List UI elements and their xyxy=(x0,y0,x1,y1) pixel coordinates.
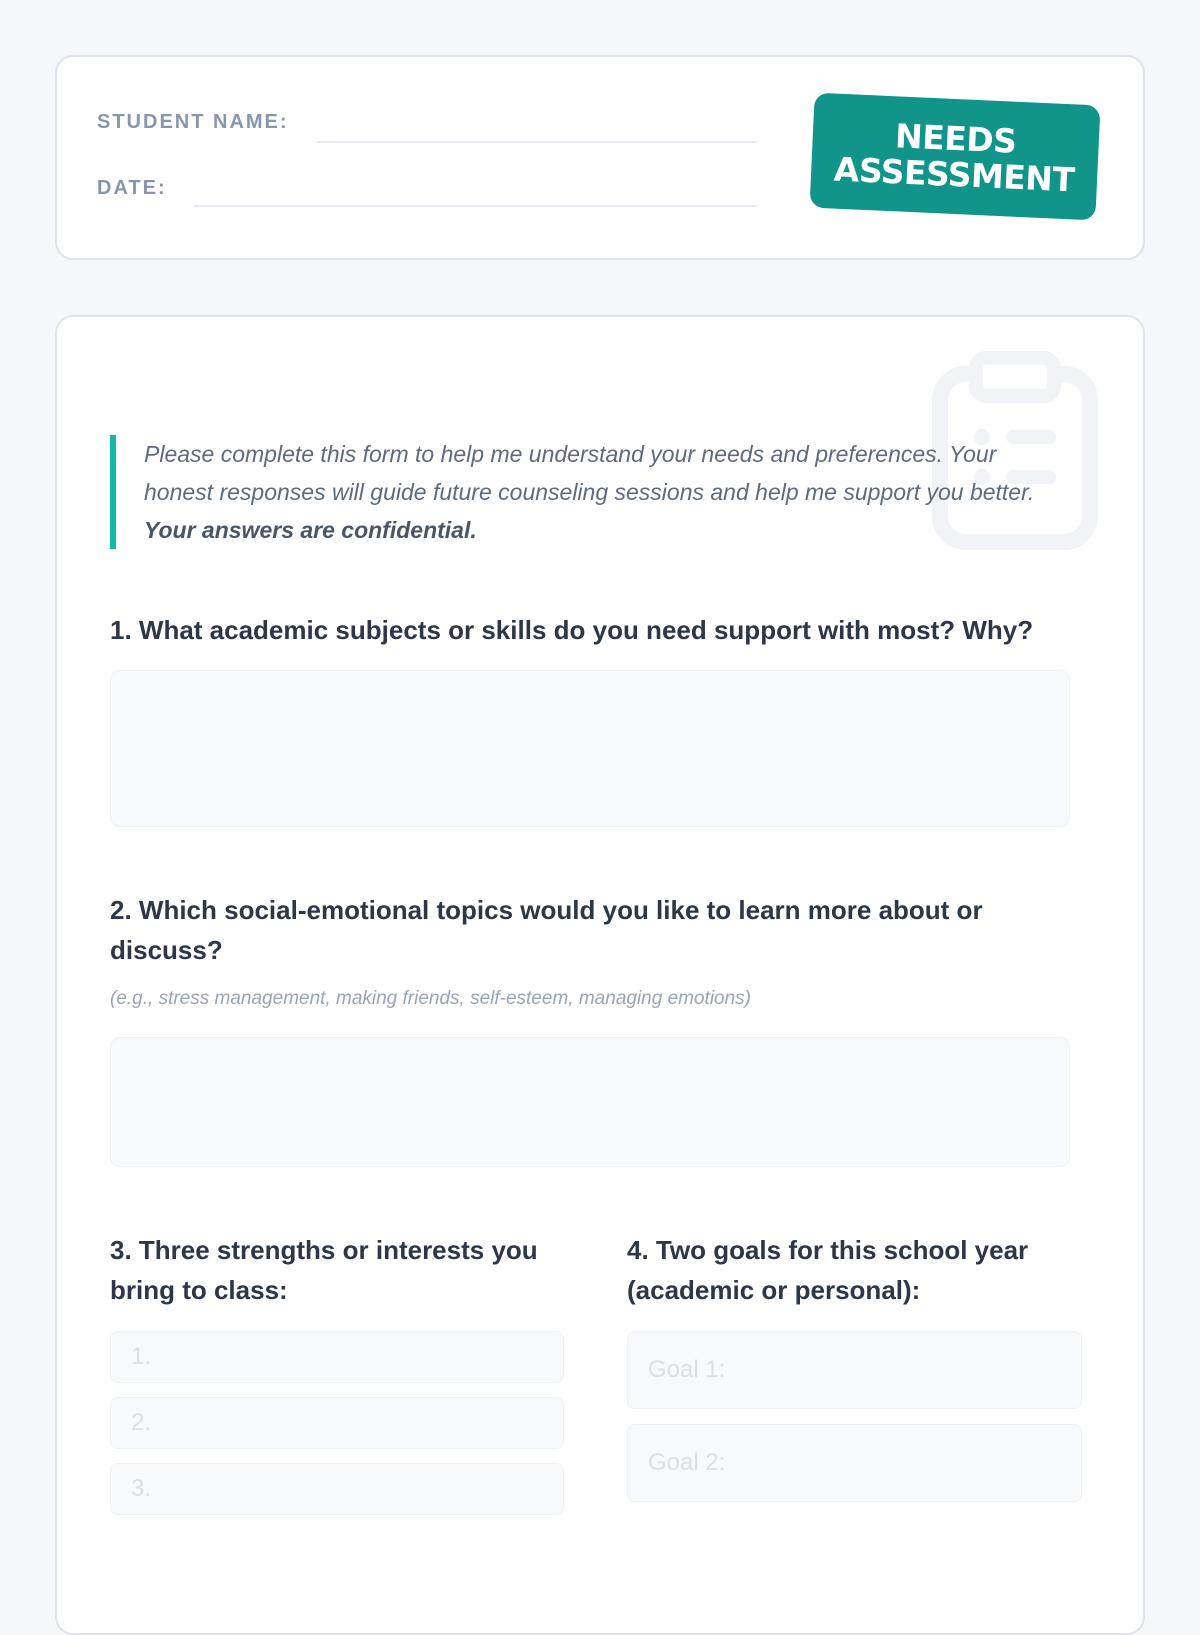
goal-field-1[interactable]: Goal 1: xyxy=(627,1331,1082,1409)
goal-field-2[interactable]: Goal 2: xyxy=(627,1424,1082,1502)
question-4-label: 4. Two goals for this school year (academic or personal): xyxy=(627,1235,1029,1305)
intro-text: Please complete this form to help me understand your needs and preferences. Your honest responses will guide future counseling sessions and help me support you better. xyxy=(144,441,1035,505)
needs-assessment-stamp xyxy=(810,93,1101,221)
confidential-note: Your answers are confidential. xyxy=(144,517,477,543)
question-2-answer[interactable] xyxy=(110,1037,1070,1167)
strength-field-1[interactable]: 1. xyxy=(110,1331,564,1383)
question-2-label: 2. Which social-emotional topics would you like to learn more about or discuss? xyxy=(110,895,983,965)
strength-field-3[interactable]: 3. xyxy=(110,1463,564,1515)
stamp-line-1: NEEDS xyxy=(894,115,1018,161)
header-card xyxy=(55,55,1145,260)
form-card xyxy=(55,315,1145,1635)
question-1-answer[interactable] xyxy=(110,670,1070,827)
date-label: DATE: xyxy=(97,177,167,199)
intro-note xyxy=(110,435,1070,549)
strength-field-2[interactable]: 2. xyxy=(110,1397,564,1449)
student-name-label: STUDENT NAME: xyxy=(97,111,289,133)
question-2-hint: (e.g., stress management, making friends, self-esteem, managing emotions) xyxy=(110,988,752,1009)
stamp-line-2: ASSESSMENT xyxy=(833,149,1076,199)
student-name-field[interactable] xyxy=(317,141,757,143)
question-1-label: 1. What academic subjects or skills do you need support with most? Why? xyxy=(110,615,1034,645)
question-3-label: 3. Three strengths or interests you bring to class: xyxy=(110,1235,538,1305)
date-field[interactable] xyxy=(194,205,757,207)
